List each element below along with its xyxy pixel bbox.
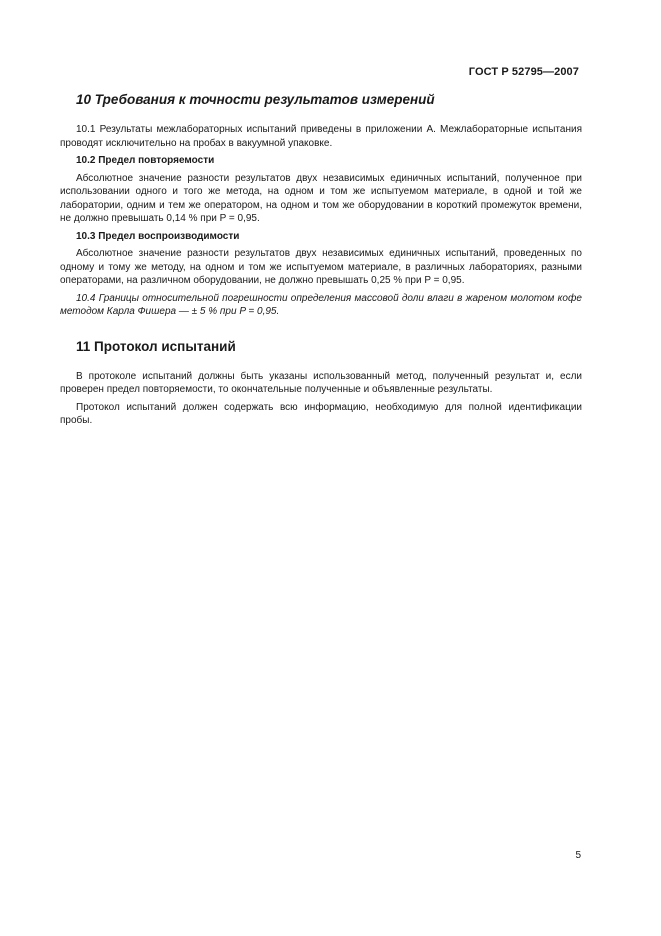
paragraph-11-2: Протокол испытаний должен содержать всю информацию, необходимую для полной идентификации пробы. — [60, 401, 582, 426]
paragraph-10-3: Абсолютное значение разности результатов двух независимых единичных испытаний, проведенных по одному и тому же методу, на одном и том же испытуемом материале, в различных лабораториях, разными операторами, на различном оборудовании, не должно превышать 0,25 % при P = 0,95. — [60, 248, 582, 286]
document-id: ГОСТ Р 52795—2007 — [468, 66, 579, 78]
paragraph-10-4: 10.4 Границы относительной погрешности определения массовой доли влаги в жареном молотом кофе методом Карла Фишера — ± 5 % при P = 0,95. — [60, 292, 582, 317]
subsection-10-3-heading: 10.3 Предел воспроизводимости — [76, 230, 240, 242]
paragraph-10-2: Абсолютное значение разности результатов двух независимых единичных испытаний, полученное при использовании одного и того же метода, на одном и том же испытуемом материале, в одной и той же лаборатории, одним и тем же оператором, на одном и том же оборудовании в короткий промежуток времени, не должно превышать 0,14 % при P = 0,95. — [60, 172, 582, 224]
subsection-10-2-heading: 10.2 Предел повторяемости — [76, 155, 215, 166]
paragraph-10-1: 10.1 Результаты межлабораторных испытаний приведены в приложении А. Межлабораторные испытания проводят исключительно на пробах в вакуумной упаковке. — [60, 124, 582, 149]
paragraph-11-1: В протоколе испытаний должны быть указаны использованный метод, полученный результат и, если проверен предел повторяемости, то окончательные полученные и объявленные результаты. — [60, 370, 582, 395]
section-11-title: 11 Протокол испытаний — [76, 338, 236, 354]
section-10-title: 10 Требования к точности результатов измерений — [76, 92, 435, 107]
page-content — [60, 92, 582, 432]
page-number: 5 — [575, 850, 581, 861]
